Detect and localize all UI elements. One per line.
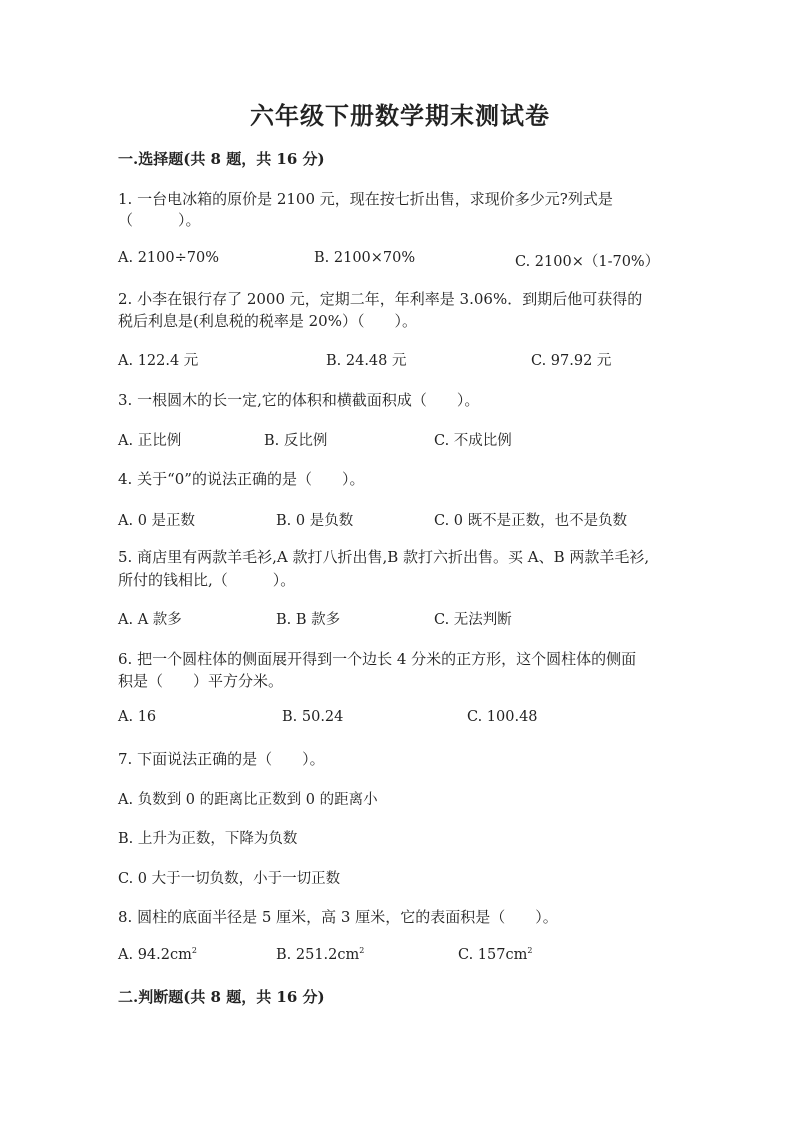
question-1-text: 1. 一台电冰箱的原价是 2100 元，现在按七折出售，求现价多少元?列式是 xyxy=(118,190,613,208)
question-4-option-b: B. 0 是负数 xyxy=(276,513,354,529)
question-5-option-c: C. 无法判断 xyxy=(434,612,512,628)
question-2-option-c: C. 97.92 元 xyxy=(531,353,612,369)
question-4-option-c: C. 0 既不是正数，也不是负数 xyxy=(434,513,628,529)
question-3-option-b: B. 反比例 xyxy=(264,433,328,449)
squared-superscript: 2 xyxy=(359,946,365,955)
question-6-option-a: A. 16 xyxy=(118,709,157,725)
question-8-text: 8. 圆柱的底面半径是 5 厘米，高 3 厘米，它的表面积是（ ）。 xyxy=(118,908,558,926)
question-7-text: 7. 下面说法正确的是（ ）。 xyxy=(118,750,325,768)
squared-superscript: 2 xyxy=(191,946,197,955)
question-3-option-c: C. 不成比例 xyxy=(434,433,512,449)
question-6-text-cont: 积是（ ）平方分米。 xyxy=(118,672,284,690)
question-1-text-cont: （ ）。 xyxy=(118,211,201,229)
question-3-text: 3. 一根圆木的长一定,它的体积和横截面积成（ ）。 xyxy=(118,391,480,409)
question-1-option-c: C. 2100×（1-70%） xyxy=(515,254,660,270)
question-5-option-b: B. B 款多 xyxy=(276,612,341,628)
squared-superscript: 2 xyxy=(527,946,533,955)
question-1-option-b: B. 2100×70% xyxy=(314,250,416,266)
question-5-text-cont: 所付的钱相比,（ ）。 xyxy=(118,571,296,589)
question-1-option-a: A. 2100÷70% xyxy=(118,250,219,266)
section-heading-choice: 一.选择题(共 8 题，共 16 分) xyxy=(118,150,325,168)
section-heading-judgement: 二.判断题(共 8 题，共 16 分) xyxy=(118,988,325,1006)
question-8-option-a: A. $94.2cm^2$ xyxy=(118,946,197,963)
question-7-option-c: C. 0 大于一切负数，小于一切正数 xyxy=(118,871,341,887)
page-title: 六年级下册数学期末测试卷 xyxy=(250,101,550,130)
question-2-text: 2. 小李在银行存了 2000 元，定期二年，年利率是 3.06%．到期后他可获得的 xyxy=(118,290,643,308)
question-6-option-c: C. 100.48 xyxy=(467,709,538,725)
question-2-option-b: B. 24.48 元 xyxy=(326,353,407,369)
question-5-text: 5. 商店里有两款羊毛衫,A 款打八折出售,B 款打六折出售。买 A、B 两款羊毛衫, xyxy=(118,548,650,566)
question-7-option-b: B. 上升为正数，下降为负数 xyxy=(118,831,298,847)
question-6-text: 6. 把一个圆柱体的侧面展开得到一个边长 4 分米的正方形，这个圆柱体的侧面 xyxy=(118,650,637,668)
question-8-option-c: C. $157cm^2$ xyxy=(458,946,533,963)
question-8-option-b: B. $251.2cm^2$ xyxy=(276,946,365,963)
question-3-option-a: A. 正比例 xyxy=(118,433,182,449)
question-6-option-b: B. 50.24 xyxy=(282,709,344,725)
question-5-option-a: A. A 款多 xyxy=(118,612,182,628)
question-2-option-a: A. 122.4 元 xyxy=(118,353,199,369)
question-2-text-cont: 税后利息是(利息税的税率是 20%）（ ）。 xyxy=(118,312,417,330)
question-4-text: 4. 关于“0”的说法正确的是（ ）。 xyxy=(118,470,365,488)
question-4-option-a: A. 0 是正数 xyxy=(118,513,196,529)
question-7-option-a: A. 负数到 0 的距离比正数到 0 的距离小 xyxy=(118,792,378,808)
